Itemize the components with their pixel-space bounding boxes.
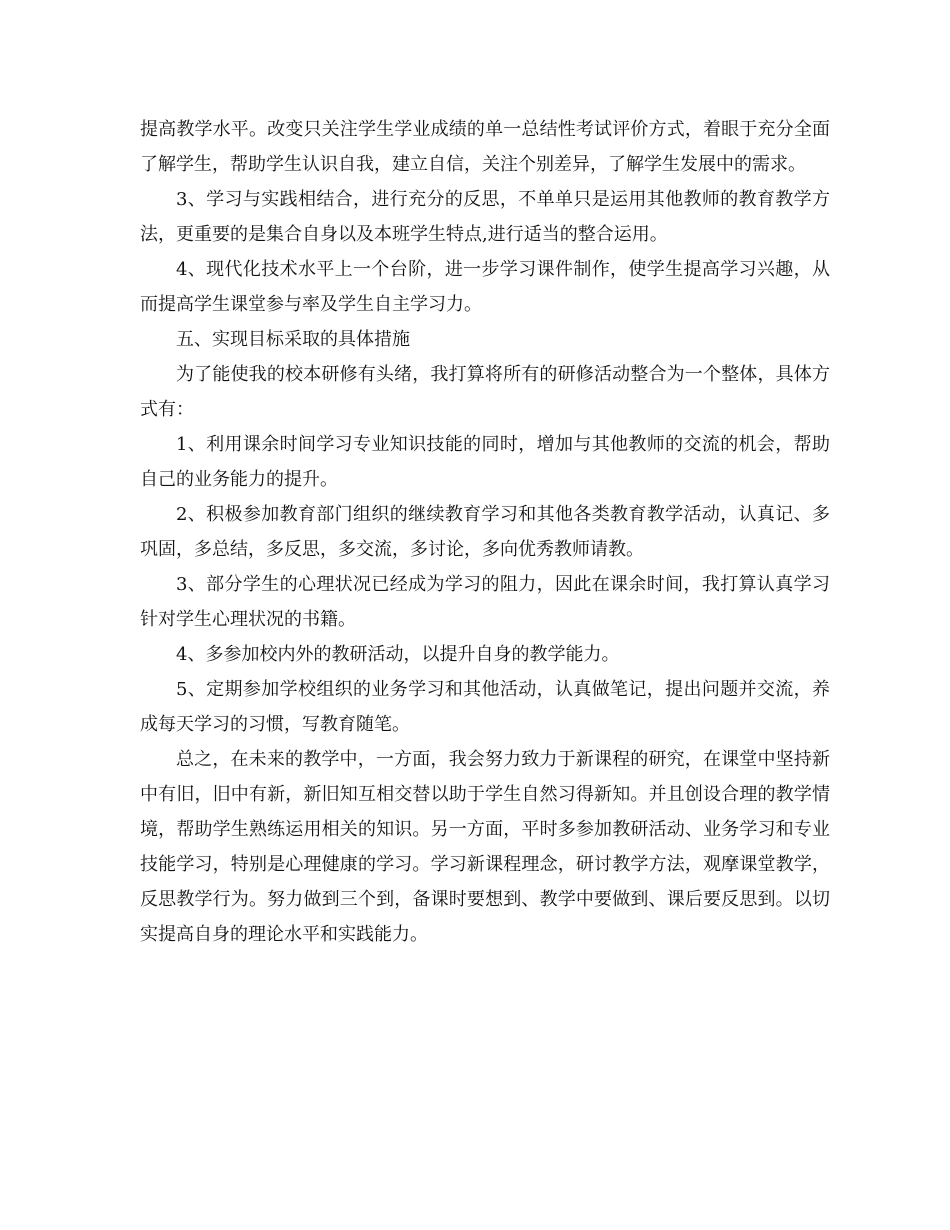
- paragraph-intro-methods: 为了能使我的校本研修有头绪，我打算将所有的研修活动整合为一个整体，具体方式有：: [140, 364, 830, 420]
- paragraph-measure-1: 1、利用课余时间学习专业知识技能的同时，增加与其他教师的交流的机会，帮助自己的业务能力的提升。: [140, 434, 830, 490]
- paragraph-measure-2: 2、积极参加教育部门组织的继续教育学习和其他各类教育教学活动，认真记、多巩固，多总结，多反思，多交流，多讨论，多向优秀教师请教。: [140, 504, 830, 560]
- paragraph-item-4-technology: 4、现代化技术水平上一个台阶，进一步学习课件制作，使学生提高学习兴趣，从而提高学生课堂参与率及学生自主学习力。: [140, 259, 830, 315]
- paragraph-measure-5: 5、定期参加学校组织的业务学习和其他活动，认真做笔记，提出问题并交流，养成每天学习的习惯，写教育随笔。: [140, 679, 830, 735]
- paragraph-measure-4: 4、多参加校内外的教研活动，以提升自身的教学能力。: [176, 644, 620, 665]
- paragraph-item-3-practice: 3、学习与实践相结合，进行充分的反思，不单单只是运用其他教师的教育教学方法，更重要的是集合自身以及本班学生特点,进行适当的整合运用。: [140, 189, 830, 245]
- paragraph-continuation: 提高教学水平。改变只关注学生学业成绩的单一总结性考试评价方式，着眼于充分全面了解学生，帮助学生认识自我，建立自信，关注个别差异，了解学生发展中的需求。: [140, 119, 830, 175]
- paragraph-measure-3: 3、部分学生的心理状况已经成为学习的阻力，因此在课余时间，我打算认真学习针对学生心理状况的书籍。: [140, 574, 830, 630]
- paragraph-conclusion: 总之，在未来的教学中，一方面，我会努力致力于新课程的研究，在课堂中坚持新中有旧，旧中有新，新旧知互相交替以助于学生自然习得新知。并且创设合理的教学情境，帮助学生熟练运用相关的知识。另一方面，平时多参加教研活动、业务学习和专业技能学习，特别是心理健康的学习。学习新课程理念，研讨教学方法，观摩课堂教学，反思教学行为。努力做到三个到，备课时要想到、教学中要做到、课后要反思到。以切实提高自身的理论水平和实践能力。: [140, 749, 830, 945]
- document-body: [140, 112, 830, 952]
- section-heading-measures: 五、实现目标采取的具体措施: [176, 329, 410, 350]
